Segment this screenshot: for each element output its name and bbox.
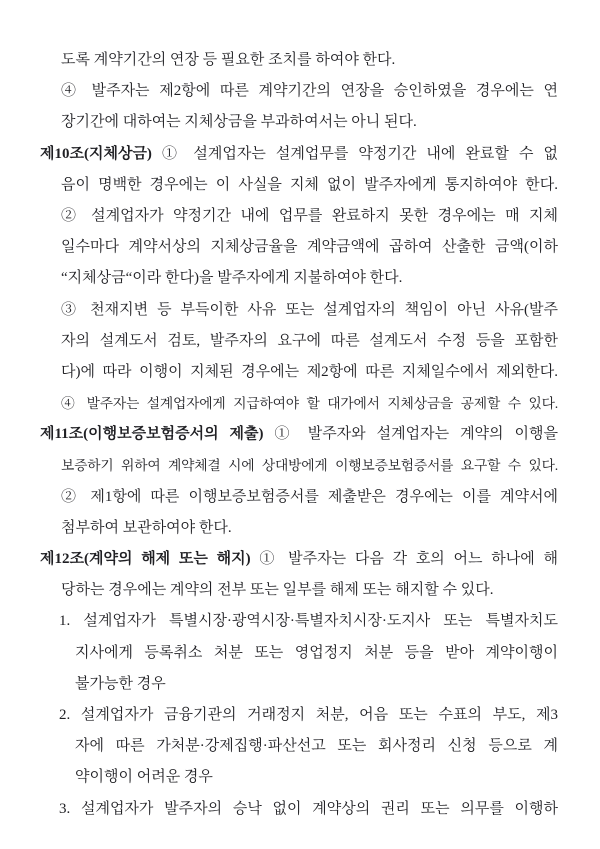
text-segment: ① 발주자는 다음 각 호의 어느 하나에 해	[250, 551, 558, 567]
text-line	[75, 762, 558, 793]
text-segment: 1. 설계업자가 특별시장·광역시장·특별자치시장·도지사 또는 특별자치도	[59, 613, 558, 630]
text-segment: 자에 따른 가처분·강제집행·파산선고 또는 회사정리 신청 등으로 계	[75, 738, 558, 755]
text-segment: ② 설계업자가 약정기간 내에 업무를 완료하지 못한 경우에는 매 지체	[61, 207, 558, 224]
text-segment: 일수마다 계약서상의 지체상금율을 계약금액에 곱하여 산출한 금액(이하	[61, 239, 558, 256]
text-line	[59, 606, 558, 637]
text-line	[61, 513, 558, 544]
text-line	[61, 295, 558, 326]
text-segment: 불가능한 경우	[75, 675, 166, 692]
text-segment: ④ 발주자는 제2항에 따른 계약기간의 연장을 승인하였을 경우에는 연	[61, 83, 558, 100]
text-segment: ① 설계업자는 설계업무를 약정기간 내에 완료할 수 없	[151, 145, 558, 162]
text-line	[61, 326, 558, 357]
article-heading: 제10조(지체상금)	[40, 145, 152, 162]
text-segment: ① 발주자와 설계업자는 계약의 이행을	[263, 426, 558, 443]
text-line	[40, 139, 558, 170]
article-heading: 제11조(이행보증보험증서의 제출)	[40, 426, 264, 443]
text-segment: ② 제1항에 따른 이행보증보험증서를 제출받은 경우에는 이를 계약서에	[61, 488, 558, 505]
text-line	[61, 482, 558, 513]
text-line	[61, 357, 558, 388]
text-line	[61, 232, 558, 263]
text-line	[61, 388, 558, 419]
text-segment: 보증하기 위하여 계약체결 시에 상대방에게 이행보증보험증서를 요구할 수 있다.	[61, 458, 558, 474]
text-segment: 지사에게 등록취소 처분 또는 영업정지 처분 등을 받아 계약이행이	[75, 644, 558, 661]
text-segment: 자의 설계도서 검토, 발주자의 요구에 따른 설계도서 수정 등을 포함한	[61, 332, 558, 349]
text-segment: 3. 설계업자가 발주자의 승낙 없이 계약상의 권리 또는 의무를 이행하	[59, 800, 558, 817]
text-line	[59, 794, 558, 825]
text-segment: 도록 계약기간의 연장 등 필요한 조치를 하여야 한다.	[61, 52, 396, 68]
text-line	[61, 107, 558, 138]
text-segment: 음이 명백한 경우에는 이 사실을 지체 없이 발주자에게 통지하여야 한다.	[61, 176, 558, 193]
text-line	[61, 45, 558, 76]
text-line	[61, 263, 558, 294]
text-line	[40, 419, 558, 450]
text-line	[61, 170, 558, 201]
text-line	[75, 669, 558, 700]
text-segment: 장기간에 대하여는 지체상금을 부과하여서는 아니 된다.	[61, 114, 417, 131]
text-line	[61, 201, 558, 232]
text-segment: “지체상금“이라 한다)을 발주자에게 지불하여야 한다.	[61, 270, 403, 287]
text-line	[61, 575, 558, 606]
article-heading: 제12조(계약의 해제 또는 해지)	[40, 551, 251, 567]
text-segment: ③ 천재지변 등 부득이한 사유 또는 설계업자의 책임이 아닌 사유(발주	[61, 301, 558, 318]
text-line	[61, 450, 558, 481]
text-segment: 당하는 경우에는 계약의 전부 또는 일부를 해제 또는 해지할 수 있다.	[61, 582, 494, 599]
text-line	[75, 731, 558, 762]
text-segment: 다)에 따라 이행이 지체된 경우에는 제2항에 따른 지체일수에서 제외한다.	[61, 363, 558, 380]
text-segment: ④ 발주자는 설계업자에게 지급하여야 할 대가에서 지체상금을 공제할 수 있다.	[61, 396, 558, 412]
text-line	[40, 544, 558, 575]
text-segment: 2. 설계업자가 금융기관의 거래정지 처분, 어음 또는 수표의 부도, 제3	[59, 706, 558, 723]
text-line	[61, 76, 558, 107]
text-line	[75, 638, 558, 669]
text-segment: 약이행이 어려운 경우	[75, 769, 213, 786]
text-line	[59, 700, 558, 731]
text-segment: 첨부하여 보관하여야 한다.	[61, 519, 232, 536]
